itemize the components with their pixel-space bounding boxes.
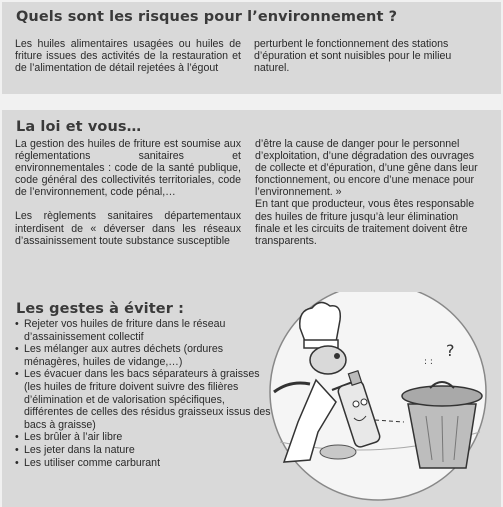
cook-trash-can-illustration — [240, 292, 498, 504]
law-text-p4: En tant que producteur, vous êtes responsable des huiles de friture jusqu’à leur élimination finale et les circuits de traitement doivent être transparents. — [255, 198, 475, 247]
law-column-right — [255, 138, 485, 247]
risks-column-right — [254, 38, 484, 74]
avoid-title: Les gestes à éviter : — [16, 301, 184, 317]
oil-puddle — [320, 445, 356, 459]
risks-text-left: Les huiles alimentaires usagées ou huiles de friture issues des activités de la restauration et de l’alimentation de détail rejetées à l’égout — [15, 38, 241, 75]
law-column-left — [15, 138, 241, 247]
avoid-item: • Les utiliser comme carburant — [15, 457, 277, 470]
risks-section — [2, 2, 501, 94]
risks-title: Quels sont les risques pour l’environnement ? — [16, 9, 398, 25]
dots-icon: : : — [424, 357, 433, 367]
avoid-item: • Les évacuer dans les bacs séparateurs à graisses (les huiles de friture doivent suivre des filières d’élimination et de valorisation spécifiques, différentes de celles des résidus graisseux issus des bacs à graisse) — [15, 368, 277, 431]
law-section — [2, 110, 501, 288]
avoid-item: • Les mélanger aux autres déchets (ordures ménagères, huiles de vidange,…) — [15, 343, 277, 368]
avoid-list — [15, 318, 277, 469]
avoid-item: • Les jeter dans la nature — [15, 444, 277, 457]
avoid-section — [2, 288, 501, 507]
law-title: La loi et vous… — [16, 119, 142, 135]
law-text-p1: La gestion des huiles de friture est soumise aux réglementations sanitaires et environnementales : code de la santé publique, code général des collectivités territoriales, code de l’environnement, code pénal,… — [15, 138, 241, 199]
avoid-item: • Rejeter vos huiles de friture dans le réseau d’assainissement collectif — [15, 318, 277, 343]
question-mark-icon: ? — [446, 341, 455, 360]
risks-column-left — [15, 38, 241, 74]
avoid-item: • Les brûler à l’air libre — [15, 431, 277, 444]
law-text-p3: d’être la cause de danger pour le personnel d’exploitation, d’une dégradation des ouvrages de collecte et d’épuration, d’une gêne dans leur fonctionnement, ou encore d’une menace pour l’environnement. » — [255, 138, 478, 199]
law-text-p2: Les règlements sanitaires départementaux interdisent de « déverser dans les réseaux d’assainissement toute substance susceptible — [15, 210, 241, 247]
risks-text-right: perturbent le fonctionnement des stations d’épuration et sont nuisibles pour le milieu naturel. — [254, 38, 452, 75]
